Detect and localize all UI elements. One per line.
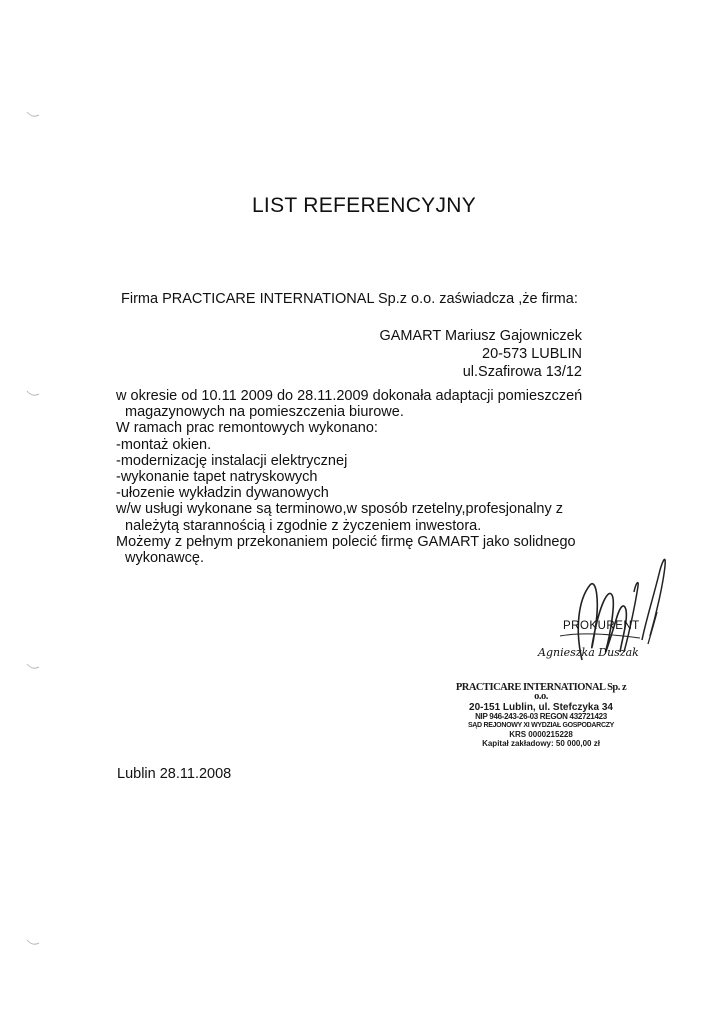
stamp-ids: NIP 946-243-26-03 REGON 432721423 [475, 712, 607, 721]
handwritten-signature [520, 540, 690, 680]
scan-punch-mark [26, 938, 40, 946]
signer-role: PROKURENT [563, 620, 640, 632]
stamp-court: SĄD REJONOWY XI WYDZIAŁ GOSPODARCZY [467, 722, 615, 729]
recipient-city: 20-573 LUBLIN [482, 346, 582, 362]
company-stamp [452, 683, 630, 748]
body-line: w/w usługi wykonane są terminowo,w sposób rzetelny,profesjonalny z [116, 501, 564, 518]
body-line: należytą starannością i zgodnie z życzeniem inwestora. [125, 517, 482, 534]
body-line: -modernizację instalacji elektrycznej [116, 452, 348, 469]
document-title: LIST REFERENCYJNY [251, 194, 477, 217]
recipient-street: ul.Szafirowa 13/12 [462, 364, 582, 380]
stamp-company: PRACTICARE INTERNATIONAL Sp. z o.o. [455, 682, 627, 702]
signer-name-stamp: Agnieszka Duszak [538, 646, 639, 659]
stamp-address: 20-151 Lublin, ul. Stefczyka 34 [469, 702, 613, 713]
scan-punch-mark [26, 662, 40, 670]
body-line: -ułozenie wykładzin dywanowych [116, 485, 329, 502]
stamp-capital: Kapitał zakładowy: 50 000,00 zł [482, 739, 600, 748]
recipient-name: GAMART Mariusz Gajowniczek [379, 328, 582, 344]
intro-line: Firma PRACTICARE INTERNATIONAL Sp.z o.o. zaświadcza ,że firma: [121, 291, 578, 307]
scan-punch-mark [26, 389, 40, 397]
body-line: w okresie od 10.11 2009 do 28.11.2009 dokonała adaptacji pomieszczeń [116, 388, 583, 404]
body-line: -montaż okien. [116, 436, 212, 453]
body-line: -wykonanie tapet natryskowych [116, 469, 318, 486]
body-line: magazynowych na pomieszczenia biurowe. [125, 404, 404, 421]
scan-punch-mark [26, 110, 40, 118]
body-line: W ramach prac remontowych wykonano: [116, 420, 378, 437]
recipient-address [379, 327, 582, 381]
document-date: Lublin 28.11.2008 [117, 766, 232, 782]
stamp-krs: KRS 0000215228 [509, 730, 573, 739]
body-line: wykonawcę. [125, 550, 204, 567]
body-line: Możemy z pełnym przekonaniem polecić firmę GAMART jako solidnego [116, 533, 576, 550]
